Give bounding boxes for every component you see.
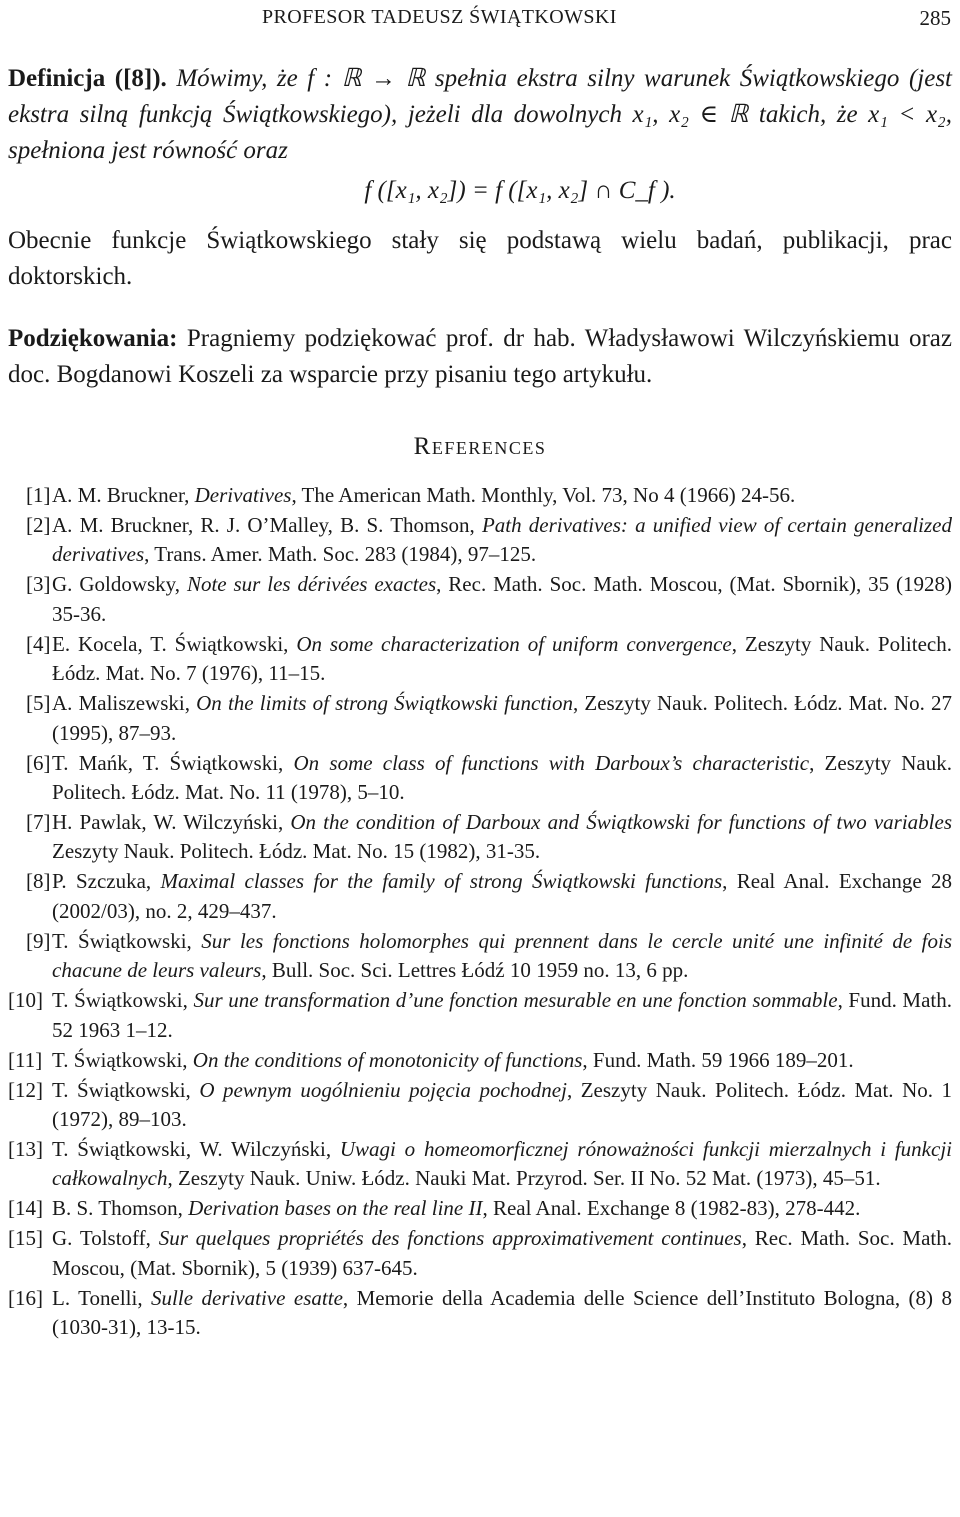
reference-source: , Real Anal. Exchange 8 (1982-83), 278-442.	[482, 1196, 861, 1221]
reference-text	[40, 1135, 952, 1194]
reference-item	[0, 570, 960, 629]
reference-number: [3]	[26, 572, 51, 597]
reference-number: [11]	[8, 1047, 43, 1072]
reference-number: [5]	[26, 691, 51, 716]
reference-source: , Fund. Math. 52 1963 1–12.	[52, 988, 953, 1042]
display-equation: f ([x₁, x₂]) = f ([x₁, x₂] ∩ C_f ).	[364, 177, 676, 204]
reference-authors: T. Mańk, T. Świątkowski,	[52, 750, 294, 775]
reference-authors: T. Świątkowski,	[52, 1047, 193, 1072]
reference-text	[40, 511, 952, 570]
reference-title: Sur une transformation d’une fonction mesurable en une fonction sommable	[193, 988, 838, 1013]
reference-item	[0, 867, 960, 926]
reference-item	[0, 689, 960, 748]
body-paragraph: Obecnie funkcje Świątkowskiego stały się podstawą wielu badań, publikacji, prac doktorskich.	[8, 227, 952, 290]
reference-item	[0, 808, 960, 867]
reference-number: [13]	[8, 1137, 43, 1162]
acknowledgements-text: Pragniemy podziękować prof. dr hab. Władysławowi Wilczyńskiemu oraz doc. Bogdanowi Koszeli za wsparcie przy pisaniu tego artykułu.	[8, 325, 953, 388]
reference-title: Sur quelques propriétés des fonctions approximativement continues	[158, 1226, 742, 1251]
reference-title: Maximal classes for the family of strong Świątkowski functions	[160, 869, 723, 894]
reference-text	[40, 689, 952, 748]
reference-authors: G. Goldowsky,	[52, 572, 187, 597]
page-body	[0, 61, 960, 1343]
reference-title: On the conditions of monotonicity of functions	[192, 1047, 583, 1072]
reference-item	[0, 749, 960, 808]
reference-source: , Memorie della Academia delle Science dell’Instituto Bologna, (8) 8 (1030-31), 13-15.	[52, 1285, 952, 1340]
reference-item	[0, 511, 960, 570]
reference-title: Note sur les dérivées exactes	[186, 572, 437, 597]
reference-source: , Real Anal. Exchange 28 (2002/03), no. 2, 429–437.	[52, 869, 952, 923]
reference-title: On the limits of strong Świątkowski function	[196, 691, 573, 716]
reference-source: , Zeszyty Nauk. Politech. Łódz. Mat. No. 27 (1995), 87–93.	[52, 691, 952, 745]
definition-text: Mówimy, że f : ℝ → ℝ spełnia ekstra silny warunek Świątkowskiego (jest ekstra silną funkcją Świątkowskiego), jeżeli dla dowolnych x₁, x₂ ∈ ℝ takich, że x₁ < x₂, spełniona jest równość oraz	[8, 65, 952, 164]
reference-text	[40, 1076, 952, 1135]
reference-source: , The American Math. Monthly, Vol. 73, No 4 (1966) 24-56.	[291, 483, 796, 507]
running-head: PROFESOR TADEUSZ ŚWIĄTKOWSKI	[262, 6, 617, 28]
reference-text	[40, 481, 952, 510]
reference-number: [1]	[26, 483, 51, 507]
page-number: 285	[919, 6, 951, 30]
reference-number: [8]	[26, 869, 51, 894]
reference-item	[0, 986, 960, 1045]
reference-number: [14]	[8, 1196, 43, 1221]
reference-text	[40, 927, 952, 986]
reference-item	[0, 1076, 960, 1135]
reference-authors: A. M. Bruckner,	[52, 483, 195, 507]
reference-authors: A. Maliszewski,	[52, 691, 197, 716]
reference-authors: P. Szczuka,	[52, 869, 161, 894]
reference-source: , Bull. Soc. Sci. Lettres Łódź 10 1959 no. 13, 6 pp.	[261, 958, 689, 983]
reference-source: , Zeszyty Nauk. Uniw. Łódz. Nauki Mat. Przyrod. Ser. II No. 52 Mat. (1973), 45–51.	[167, 1166, 881, 1191]
reference-number: [4]	[26, 631, 51, 656]
acknowledgements-label: Podziękowania:	[8, 325, 178, 352]
reference-source: , Zeszyty Nauk. Politech. Łódz. Mat. No. 7 (1976), 11–15.	[52, 631, 952, 686]
reference-number: [12]	[8, 1077, 43, 1102]
reference-authors: L. Tonelli,	[52, 1285, 152, 1310]
reference-text	[40, 1194, 952, 1223]
reference-source: , Rec. Math. Soc. Math. Moscou, (Mat. Sbornik), 35 (1928) 35-36.	[52, 572, 953, 626]
reference-title: Derivation bases on the real line II	[188, 1196, 483, 1221]
reference-authors: H. Pawlak, W. Wilczyński,	[52, 810, 291, 835]
reference-item	[0, 481, 960, 510]
definition	[8, 61, 952, 169]
reference-number: [6]	[26, 750, 51, 775]
reference-number: [2]	[26, 513, 51, 537]
reference-title: Sur les fonctions holomorphes qui prennent dans le cercle unité une infinité de fois chacune de leurs valeurs	[52, 928, 953, 983]
reference-title: O pewnym uogólnieniu pojęcia pochodnej	[199, 1077, 567, 1102]
reference-authors: E. Kocela, T. Świątkowski,	[52, 631, 297, 656]
reference-authors: T. Świątkowski,	[52, 988, 194, 1013]
reference-title: Path derivatives: a unified view of certain generalized derivatives	[52, 513, 953, 567]
reference-text	[40, 630, 952, 689]
reference-authors: T. Świątkowski,	[52, 1077, 200, 1102]
reference-number: [7]	[26, 810, 51, 835]
reference-item	[0, 1284, 960, 1343]
reference-title: On some class of functions with Darboux’s characteristic	[293, 750, 810, 775]
reference-title: On some characterization of uniform convergence	[296, 631, 732, 656]
reference-number: [9]	[26, 928, 51, 953]
reference-authors: T. Świątkowski, W. Wilczyński,	[52, 1137, 340, 1162]
reference-number: [16]	[8, 1285, 43, 1310]
reference-source: , Fund. Math. 59 1966 189–201.	[582, 1047, 854, 1072]
reference-title: Derivatives	[194, 483, 292, 507]
reference-item	[0, 927, 960, 986]
reference-item	[0, 1224, 960, 1283]
reference-source: , Zeszyty Nauk. Politech. Łódz. Mat. No. 11 (1978), 5–10.	[52, 750, 952, 805]
reference-title: Sulle derivative esatte	[151, 1285, 343, 1310]
reference-list	[0, 481, 960, 1343]
reference-text	[40, 749, 952, 808]
reference-text	[40, 808, 952, 867]
reference-source: Zeszyty Nauk. Politech. Łódz. Mat. No. 15 (1982), 31-35.	[52, 839, 541, 864]
acknowledgements	[8, 321, 952, 393]
reference-source: , Rec. Math. Soc. Math. Moscou, (Mat. Sbornik), 5 (1939) 637-645.	[52, 1226, 952, 1280]
reference-number: [15]	[8, 1226, 43, 1251]
reference-source: , Zeszyty Nauk. Politech. Łódz. Mat. No. 1 (1972), 89–103.	[52, 1077, 952, 1132]
definition-label: Definicja ([8]).	[8, 65, 167, 92]
references-heading: References	[413, 433, 547, 460]
reference-title: Uwagi o homeomorficznej rónoważności funkcji mierzalnych i funkcji całkowalnych	[52, 1137, 952, 1191]
reference-authors: B. S. Thomson,	[52, 1196, 189, 1221]
reference-number: [10]	[8, 988, 43, 1013]
reference-text	[40, 1046, 952, 1075]
reference-authors: G. Tolstoff,	[52, 1226, 159, 1251]
reference-authors: A. M. Bruckner, R. J. O’Malley, B. S. Thomson,	[52, 513, 482, 537]
reference-item	[0, 630, 960, 689]
page-header	[0, 2, 960, 32]
reference-text	[40, 1284, 952, 1343]
reference-title: On the condition of Darboux and Świątkowski for functions of two variables	[290, 810, 952, 835]
reference-item	[0, 1135, 960, 1194]
reference-text	[40, 570, 952, 629]
reference-text	[40, 867, 952, 926]
reference-item	[0, 1046, 960, 1075]
reference-text	[40, 1224, 952, 1283]
reference-item	[0, 1194, 960, 1223]
reference-source: , Trans. Amer. Math. Soc. 283 (1984), 97–125.	[144, 542, 537, 567]
reference-authors: T. Świątkowski,	[52, 928, 202, 953]
reference-text	[40, 986, 952, 1045]
